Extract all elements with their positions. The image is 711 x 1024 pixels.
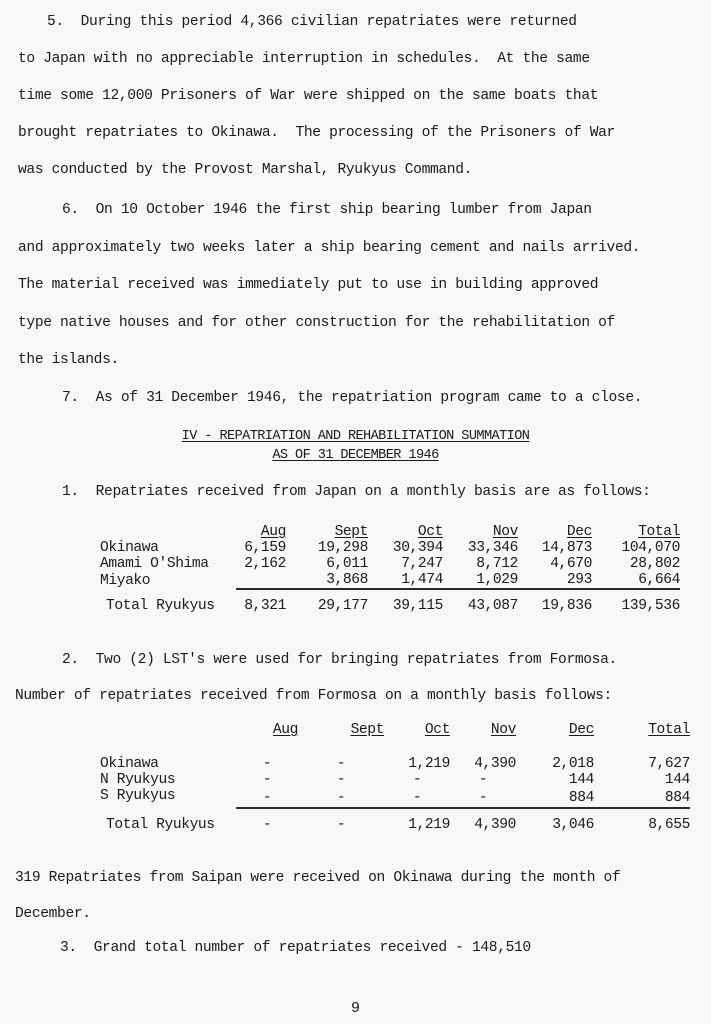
row-label: Okinawa <box>100 756 159 772</box>
cell-nov: - <box>450 788 516 808</box>
header-label <box>100 524 236 540</box>
row-label: Okinawa <box>100 540 159 556</box>
table-row <box>100 540 680 556</box>
paragraph-5-line-1: 5. During this period 4,366 civilian repatriates were returned <box>47 14 577 30</box>
total-nov: 43,087 <box>467 598 518 614</box>
total-total: 139,536 <box>621 598 680 614</box>
cell-dec: 293 <box>518 572 592 589</box>
header-aug: Aug <box>260 524 286 540</box>
cell-total: 884 <box>594 788 690 808</box>
page-number: 9 <box>350 1000 360 1017</box>
header-dec: Dec <box>566 524 592 540</box>
section-heading-text-2: AS OF 31 DECEMBER 1946 <box>272 448 439 463</box>
cell-total: 28,802 <box>629 556 680 572</box>
section-heading-line-2 <box>0 448 711 463</box>
total-nov: 4,390 <box>474 817 516 833</box>
row-label: Miyako <box>100 572 151 589</box>
paragraph-6-line-2: and approximately two weeks later a ship bearing cement and nails arrived. <box>18 240 641 256</box>
saipan-note-line-1: 319 Repatriates from Saipan were received on Okinawa during the month of <box>15 870 621 886</box>
item-3-text: 3. Grand total number of repatriates received - 148,510 <box>60 940 531 956</box>
cell-nov: 4,390 <box>474 756 516 772</box>
cell-dec: 2,018 <box>552 756 594 772</box>
total-aug: 8,321 <box>244 598 286 614</box>
section-heading-line-1 <box>0 429 711 444</box>
cell-sept: - <box>336 772 346 788</box>
cell-sept: 19,298 <box>317 540 368 556</box>
saipan-note-line-2: December. <box>15 906 91 922</box>
cell-oct: - <box>384 788 450 808</box>
cell-aug: 2,162 <box>244 556 286 572</box>
total-sept: 29,177 <box>317 598 368 614</box>
header-label <box>100 722 236 756</box>
japan-repatriates-table <box>100 524 680 614</box>
paragraph-7: 7. As of 31 December 1946, the repatriation program came to a close. <box>62 390 643 406</box>
cell-dec: 144 <box>568 772 594 788</box>
cell-sept: - <box>336 756 346 772</box>
total-label: Total Ryukyus <box>106 816 215 833</box>
total-aug: - <box>262 817 272 833</box>
section-heading-text-1: IV - REPATRIATION AND REHABILITATION SUMMATION <box>181 429 530 444</box>
paragraph-6-line-3: The material received was immediately put to use in building approved <box>18 277 599 293</box>
header-oct: Oct <box>424 722 450 738</box>
item-2-line-1: 2. Two (2) LST's were used for bringing repatriates from Formosa. <box>62 652 617 668</box>
cell-oct: - <box>412 772 422 788</box>
table-row <box>100 572 680 589</box>
table-row <box>100 756 690 772</box>
total-total: 8,655 <box>648 817 690 833</box>
row-label: N Ryukyus <box>100 772 176 788</box>
cell-aug: - <box>236 788 298 808</box>
cell-nov: 8,712 <box>476 556 518 572</box>
row-label: Amami O'Shima <box>100 556 209 572</box>
header-total: Total <box>638 524 680 540</box>
cell-aug <box>236 572 286 589</box>
cell-nov: 1,029 <box>443 572 518 589</box>
cell-dec: 14,873 <box>541 540 592 556</box>
header-sept: Sept <box>334 524 368 540</box>
row-label: S Ryukyus <box>100 788 176 804</box>
cell-total: 6,664 <box>592 572 680 589</box>
total-oct: 39,115 <box>392 598 443 614</box>
header-oct: Oct <box>417 524 443 540</box>
paragraph-6-line-4: type native houses and for other construction for the rehabilitation of <box>18 315 615 331</box>
header-sept: Sept <box>350 722 384 738</box>
cell-sept: 6,011 <box>326 556 368 572</box>
cell-total: 144 <box>664 772 690 788</box>
table-row <box>100 556 680 572</box>
cell-oct: 7,247 <box>401 556 443 572</box>
formosa-repatriates-table <box>100 722 690 833</box>
cell-nov: 33,346 <box>467 540 518 556</box>
paragraph-5-line-3: time some 12,000 Prisoners of War were shipped on the same boats that <box>18 88 599 104</box>
paragraph-5-line-5: was conducted by the Provost Marshal, Ryukyus Command. <box>18 162 473 178</box>
cell-oct: 1,219 <box>408 756 450 772</box>
cell-dec: 4,670 <box>550 556 592 572</box>
cell-oct: 1,474 <box>368 572 443 589</box>
total-label: Total Ryukyus <box>106 597 215 614</box>
table-total-row <box>100 589 680 614</box>
total-dec: 3,046 <box>552 817 594 833</box>
table-row <box>100 788 690 808</box>
header-aug: Aug <box>272 722 298 738</box>
cell-dec: 884 <box>516 788 594 808</box>
cell-aug: 6,159 <box>244 540 286 556</box>
paragraph-5-line-2: to Japan with no appreciable interruption in schedules. At the same <box>18 51 590 67</box>
paragraph-6-line-5: the islands. <box>18 352 119 368</box>
header-dec: Dec <box>568 722 594 738</box>
item-2-line-2: Number of repatriates received from Formosa on a monthly basis follows: <box>15 688 612 704</box>
header-nov: Nov <box>492 524 518 540</box>
table-row <box>100 772 690 788</box>
paragraph-6-line-1: 6. On 10 October 1946 the first ship bearing lumber from Japan <box>62 202 592 218</box>
table-header-row <box>100 722 690 756</box>
paragraph-5-line-4: brought repatriates to Okinawa. The processing of the Prisoners of War <box>18 125 615 141</box>
total-oct: 1,219 <box>408 817 450 833</box>
header-total: Total <box>648 722 690 738</box>
table-header-row <box>100 524 680 540</box>
cell-aug: - <box>262 772 272 788</box>
cell-oct: 30,394 <box>392 540 443 556</box>
item-1-text: 1. Repatriates received from Japan on a monthly basis are as follows: <box>62 484 651 500</box>
cell-sept: - <box>298 788 384 808</box>
total-dec: 19,836 <box>541 598 592 614</box>
cell-sept: 3,868 <box>286 572 368 589</box>
total-sept: - <box>336 817 346 833</box>
cell-nov: - <box>478 772 488 788</box>
cell-total: 7,627 <box>648 756 690 772</box>
header-nov: Nov <box>490 722 516 738</box>
table-total-row <box>100 808 690 833</box>
cell-total: 104,070 <box>621 540 680 556</box>
cell-aug: - <box>262 756 272 772</box>
